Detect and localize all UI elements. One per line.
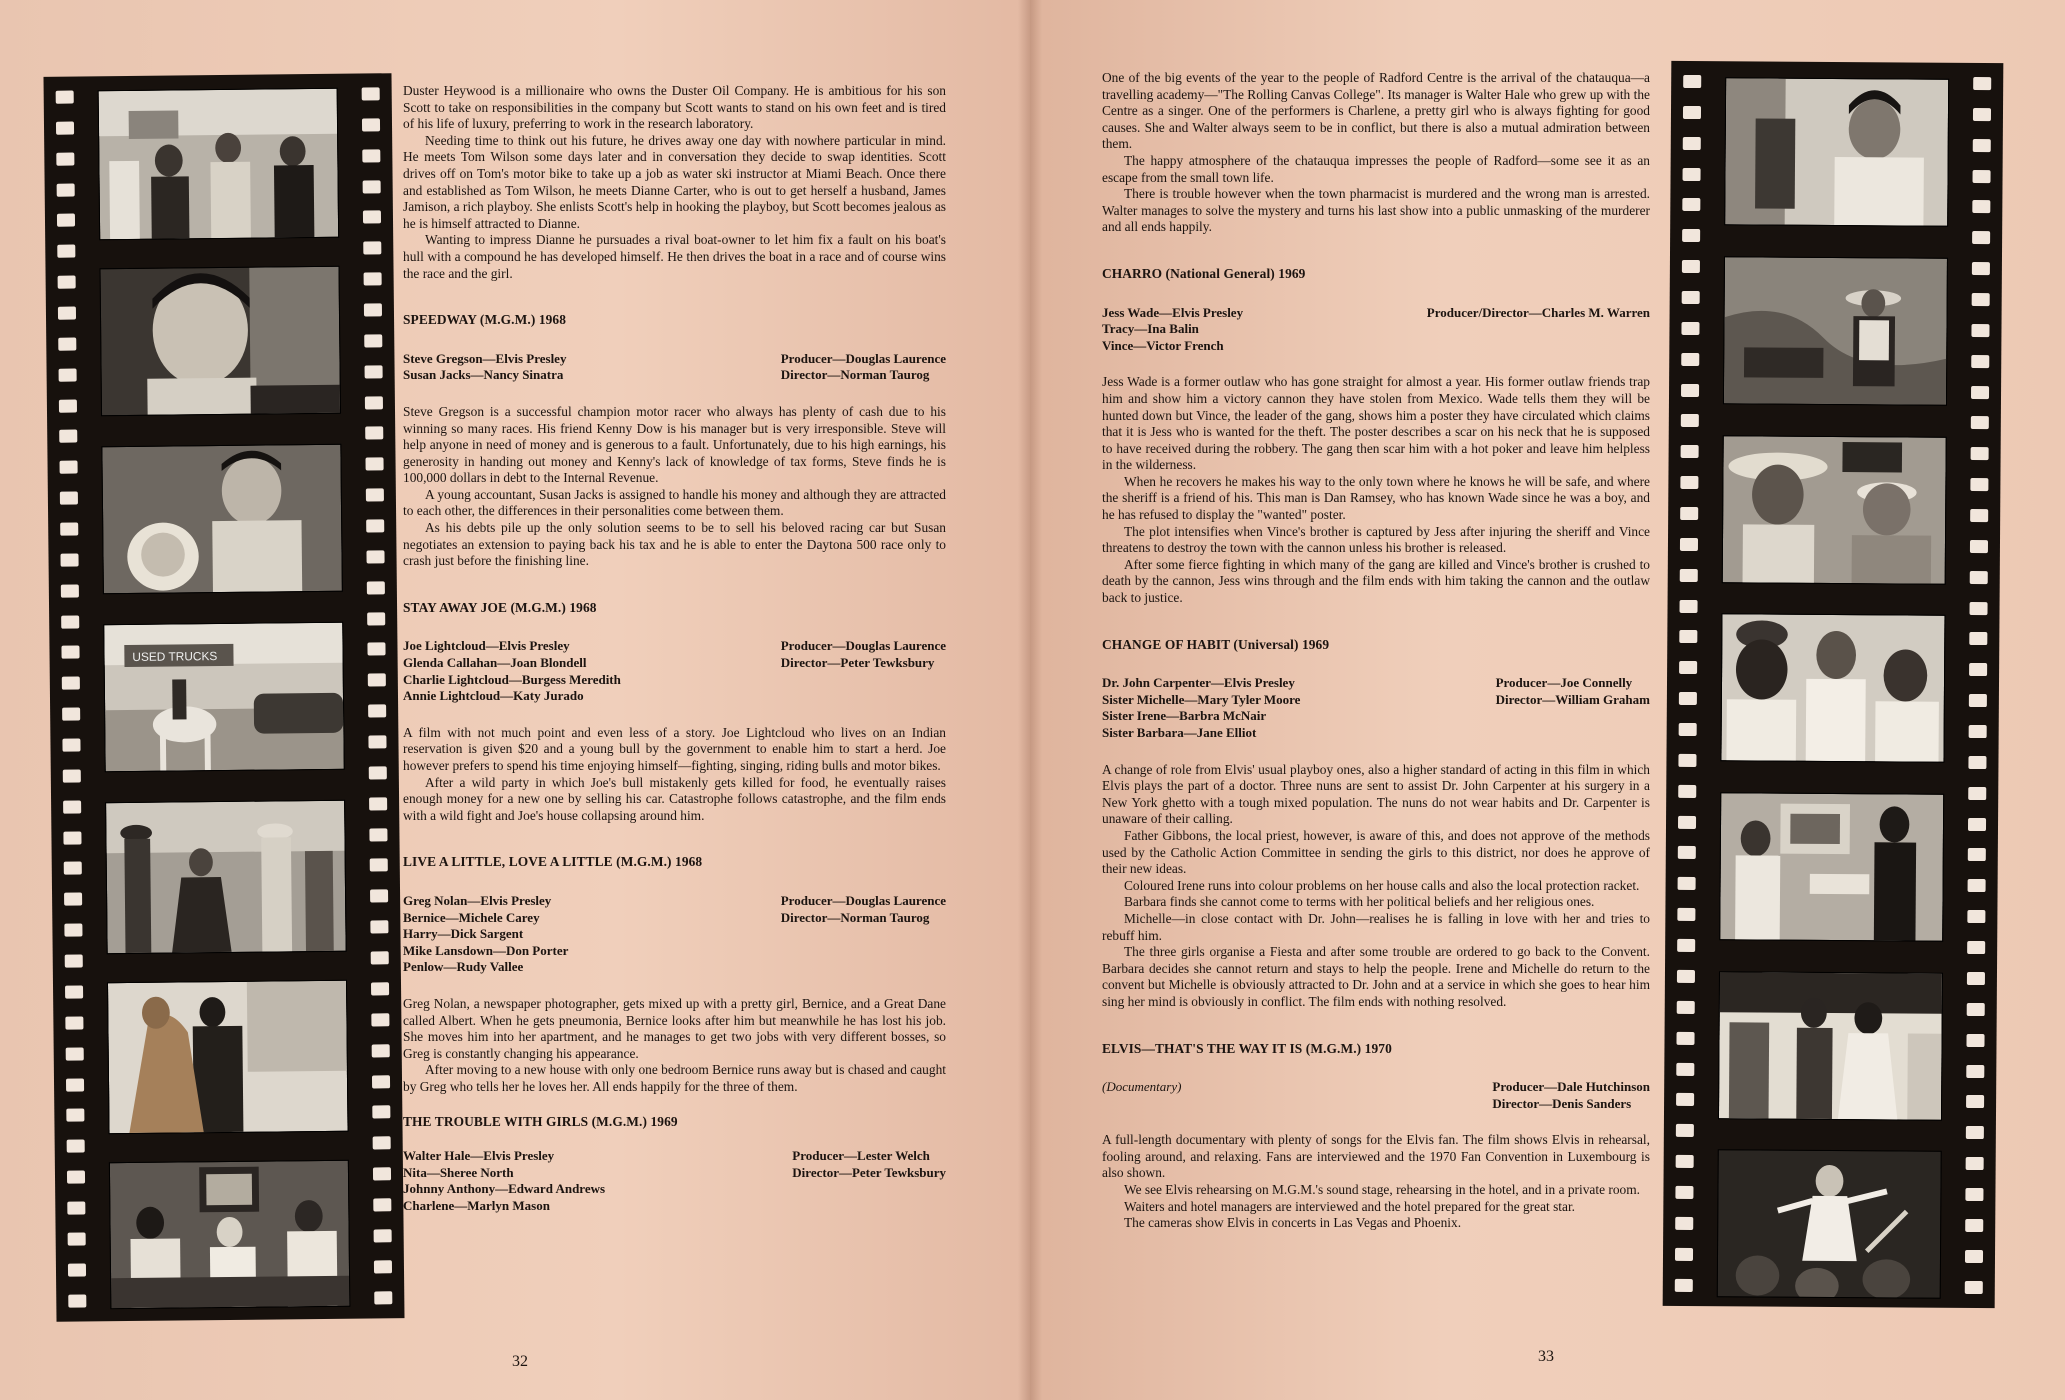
cast-list <box>1102 305 1243 355</box>
crew-entry: Producer/Director—Charles M. Warren <box>1426 304 1650 320</box>
cast-entry: Harry—Dick Sargent <box>403 926 524 942</box>
crew-entry: Director—Norman Taurog <box>780 367 930 383</box>
cast-entry: Jess Wade—Elvis Presley <box>1102 304 1244 320</box>
paragraph: The plot intensifies when Vince's brother is captured by Jess after injuring the sheriff and Vince threatens to destroy the town with the cannon unless his brother is released. <box>1102 523 1650 556</box>
film-title: CHARRO (National General) 1969 <box>1102 265 1306 281</box>
cast-entry: Walter Hale—Elvis Presley <box>403 1148 555 1164</box>
film-strip-left <box>43 73 404 1322</box>
film-still-photo <box>109 1160 351 1310</box>
paragraph: A young accountant, Susan Jacks is assigned to handle his money and although they are attracted to each other, the differences in their personalities come between them. <box>403 486 946 519</box>
paragraph: Coloured Irene runs into colour problems on her house calls and also the local protection racket. <box>1124 877 1640 893</box>
film-entry-live-a-little <box>403 854 946 1095</box>
crew-entry: Producer—Dale Hutchinson <box>1492 1079 1650 1095</box>
crew-entry: Producer—Douglas Laurence <box>780 638 946 654</box>
crew-list <box>781 351 946 384</box>
cast-list <box>403 1148 605 1214</box>
paragraph: Steve Gregson is a successful champion motor racer who always has plenty of cash due to his winning so many races. His friend Kenny Dow is his manager but is very irresponsible. Steve will help anyone in need of money and is generous to a fault. Unfortunately, due to his high earnings, his generosity in handing out money and Kenny's lack of knowledge of tax forms, Steve finds he is 100,000 dollars in debt to the Internal Revenue. <box>403 403 946 486</box>
page-number: 33 <box>1538 1348 1554 1365</box>
intro-text <box>1102 70 1650 236</box>
cast-list <box>403 893 568 976</box>
paragraph: The cameras show Elvis in concerts in Las Vegas and Phoenix. <box>1124 1215 1462 1231</box>
cast-list <box>1102 675 1300 741</box>
paragraph: A film with not much point and even less of a story. Joe Lightcloud who lives on an Indian reservation is given $20 and a young bull by the government to enable him to start a herd. Joe however prefers to spend his time enjoying himself—fighting, singing, riding bulls and motor bikes. <box>403 724 946 773</box>
paragraph: Michelle—in close contact with Dr. John—realises he is falling in love with her and tries to rebuff him. <box>1102 910 1650 943</box>
paragraph: As his debts pile up the only solution seems to be to sell his beloved racing car but Susan negotiates an extension to paying back his tax and he is able to enter the Daytona 500 race only to crash just before the finishing line. <box>403 520 946 569</box>
paragraph: Greg Nolan, a newspaper photographer, gets mixed up with a pretty girl, Bernice, and a Great Dane called Albert. When he gets pneumonia, Bernice looks after him but meanwhile he has lost his job. She moves him into her apartment, and he manages to get two jobs with very different bosses, so Greg is constantly changing his appearance. <box>403 995 946 1061</box>
paragraph: The three girls organise a Fiesta and after some trouble are ordered to go back to the Convent. Barbara decides she cannot return and stays to help the people. Irene and Michelle do return to the convent but Michelle is obviously attracted to Dr. John and at a service in which she goes to hear him sing her mind is obviously in conflict. The film ends with nothing resolved. <box>1102 944 1650 1009</box>
crew-entry: Producer—Joe Connelly <box>1495 675 1633 691</box>
cast-entry: Steve Gregson—Elvis Presley <box>403 350 567 366</box>
paragraph: When he recovers he makes his way to the only town where he knows he will be safe, and where the sheriff is a friend of his. This man is Dan Ramsey, who has known Wade since he was a boy, and he has refused to display the "wanted" poster. <box>1102 473 1650 523</box>
film-still-photo <box>1719 792 1944 942</box>
cast-entry: Annie Lightcloud—Katy Jurado <box>403 688 584 704</box>
film-entry-stay-away-joe <box>403 600 946 825</box>
cast-entry: Sister Michelle—Mary Tyler Moore <box>1102 691 1301 707</box>
page-number: 32 <box>512 1353 528 1370</box>
left-text-column <box>403 83 946 1234</box>
film-still-photo <box>1722 435 1947 585</box>
paragraph: A change of role from Elvis' usual playboy ones, also a higher standard of acting in this film in which Elvis plays the part of a doctor. Three nuns are sent to assist Dr. John Carpenter at his surgery in a New York ghetto with a tough mixed population. The nuns do not wear habits and Dr. Carpenter is unaware of their calling. <box>1102 761 1650 827</box>
cast-list <box>403 638 621 704</box>
right-text-column <box>1102 70 1650 1232</box>
crew-entry: Director—Norman Taurog <box>780 909 930 925</box>
cast-entry: Charlene—Marlyn Mason <box>403 1197 550 1213</box>
film-still-photo <box>103 622 345 773</box>
crew-entry: Director—Peter Tewksbury <box>792 1164 946 1180</box>
film-credits <box>1102 1079 1650 1112</box>
film-still-photo <box>1718 971 1943 1121</box>
film-entry-speedway <box>403 312 946 570</box>
film-credits <box>403 893 946 976</box>
film-credits <box>1102 305 1650 355</box>
cast-entry: Susan Jacks—Nancy Sinatra <box>403 367 564 383</box>
film-title: STAY AWAY JOE (M.G.M.) 1968 <box>403 599 597 615</box>
cast-entry: Sister Irene—Barbra McNair <box>1102 708 1267 724</box>
cast-entry: Glenda Callahan—Joan Blondell <box>403 655 587 671</box>
paragraph: We see Elvis rehearsing on M.G.M.'s sound stage, rehearsing in the hotel, and in a private room. <box>1124 1182 1641 1198</box>
paragraph: Jess Wade is a former outlaw who has gone straight for almost a year. His former outlaw friends trap him and show him a victory cannon they have stolen from Mexico. Wade tells them they will be hunted down but Vince, the leader of the gang, shows him a poster they have circulated which claims that it is Jess who is wanted for the theft. The poster describes a scar on his neck that he is supposed to have received during the robbery. The gang then scar him with a hot poker and leave him helpless in the wilderness. <box>1102 374 1650 473</box>
paragraph: Father Gibbons, the local priest, however, is aware of this, and does not approve of the methods used by the Catholic Action Committee in sending the girls to this district, nor does he approve of their new ideas. <box>1102 827 1650 877</box>
paragraph: After moving to a new house with only one bedroom Bernice runs away but is chased and caught by Greg who tells her he loves her. All ends happily for the three of them. <box>403 1062 946 1094</box>
film-title: THE TROUBLE WITH GIRLS (M.G.M.) 1969 <box>403 1113 678 1129</box>
cast-entry: Bernice—Michele Carey <box>403 909 540 925</box>
film-entry-trouble-with-girls <box>403 1114 946 1215</box>
film-credits <box>403 351 946 384</box>
crew-list <box>792 1148 946 1214</box>
crew-list <box>1427 305 1650 355</box>
film-still-photo <box>1720 613 1945 763</box>
cast-entry: Mike Lansdown—Don Porter <box>403 942 569 958</box>
crew-entry: Director—William Graham <box>1495 691 1650 707</box>
sprocket-holes <box>1965 77 1991 1294</box>
film-still-photo <box>99 266 341 417</box>
film-still-photo <box>105 800 347 955</box>
film-still-photo <box>1723 256 1948 406</box>
film-still-photo <box>98 88 340 241</box>
sprocket-holes <box>1675 75 1701 1292</box>
film-still-photo <box>1717 1149 1942 1299</box>
sprocket-holes <box>56 91 87 1308</box>
paragraph: One of the big events of the year to the people of Radford Centre is the arrival of the chatauqua—a travelling academy—"The Rolling Canvas College". Its manager is Walter Hale who grew up with the Centre as a singer. One of the performers is Charlene, a pretty girl who is always fighting for good causes. She and Walter always seem to be in conflict, but there is also a mutual admiration between them. <box>1102 70 1650 152</box>
cast-entry: Johnny Anthony—Edward Andrews <box>403 1181 606 1197</box>
crew-list <box>1492 1079 1650 1112</box>
crew-entry: Producer—Douglas Laurence <box>780 892 946 908</box>
paragraph: Wanting to impress Dianne he pursuades a rival boat-owner to let him fix a fault on his boat's hull with a compound he has developed himself. He then drives the boat in a race and of course wins the race and the girl. <box>403 232 946 281</box>
film-entry-charro <box>1102 266 1650 607</box>
film-credits <box>403 638 946 704</box>
crew-entry: Director—Denis Sanders <box>1492 1095 1632 1111</box>
film-title: SPEEDWAY (M.G.M.) 1968 <box>403 312 567 328</box>
cast-entry: Penlow—Rudy Vallee <box>403 959 524 975</box>
cast-entry: Joe Lightcloud—Elvis Presley <box>403 638 570 654</box>
crew-entry: Director—Peter Tewksbury <box>780 655 935 671</box>
cast-entry: Greg Nolan—Elvis Presley <box>403 892 552 908</box>
cast-entry: Tracy—Ina Balin <box>1102 321 1199 337</box>
film-title: LIVE A LITTLE, LOVE A LITTLE (M.G.M.) 1968 <box>403 854 703 870</box>
crew-entry: Producer—Douglas Laurence <box>780 350 946 366</box>
paragraph: The happy atmosphere of the chatauqua impresses the people of Radford—some see it as an escape from the small town life. <box>1102 152 1650 185</box>
paragraph: There is trouble however when the town pharmacist is murdered and the wrong man is arrested. Walter manages to solve the mystery and turns his last show into a public unmasking of the murderer and all ends happily. <box>1102 186 1650 235</box>
film-strip-right <box>1663 61 2004 1308</box>
cast-list <box>403 351 566 384</box>
film-still-photo <box>107 980 349 1135</box>
crew-list <box>781 893 946 976</box>
paragraph: A full-length documentary with plenty of songs for the Elvis fan. The film shows Elvis in rehearsal, fooling around, and relaxing. Fans are interviewed and the 1970 Fan Convention in Luxembourg is also shown. <box>1102 1132 1650 1181</box>
cast-entry: Charlie Lightcloud—Burgess Meredith <box>403 671 621 687</box>
cast-entry: Dr. John Carpenter—Elvis Presley <box>1102 675 1295 691</box>
film-credits <box>403 1148 946 1214</box>
crew-list <box>781 638 946 704</box>
paragraph: Waiters and hotel managers are interviewed and the hotel prepared for the great star. <box>1124 1198 1576 1214</box>
paragraph: Barbara finds she cannot come to terms with her political beliefs and her religious ones. <box>1124 894 1595 910</box>
film-still-photo <box>101 444 343 595</box>
paragraph: After some fierce fighting in which many of the gang are killed and Vince's brother is crushed to death by the cannon, Jess wins through and the film ends with him taking the cannon and the outlaw back to justice. <box>1102 556 1650 606</box>
film-entry-change-of-habit <box>1102 637 1650 1011</box>
film-title: CHANGE OF HABIT (Universal) 1969 <box>1102 636 1330 652</box>
svg-text:USED TRUCKS: USED TRUCKS <box>132 649 218 664</box>
paragraph: Duster Heywood is a millionaire who owns the Duster Oil Company. He is ambitious for his son Scott to take on responsibilities in the company but Scott wants to stand on his own feet and is tired of his life of luxury, preferring to work in the research laboratory. <box>403 83 946 132</box>
film-subtitle: (Documentary) <box>1102 1079 1182 1095</box>
film-entry-thats-the-way-it-is <box>1102 1041 1650 1232</box>
cast-entry: Vince—Victor French <box>1102 337 1224 353</box>
page-gutter <box>1018 0 1042 1400</box>
crew-list <box>1496 675 1650 741</box>
film-title: ELVIS—THAT'S THE WAY IT IS (M.G.M.) 1970 <box>1102 1040 1392 1056</box>
cast-entry: Sister Barbara—Jane Elliot <box>1102 725 1257 740</box>
paragraph: After a wild party in which Joe's bull mistakenly gets killed for food, he eventually raises enough money for a new one by selling his car. Catastrophe follows catastrophe, and the film ends with a wild fight and Joe's house collapsing around him. <box>403 774 946 823</box>
crew-entry: Producer—Lester Welch <box>792 1148 930 1164</box>
paragraph: Needing time to think out his future, he drives away one day with nowhere particular in mind. He meets Tom Wilson some days later and in conversation they decide to swap identities. Scott drives off on Tom's motor bike to take up a job as water ski instructor at Miami Beach. Once there and established as Tom Wilson, he meets Dianne Carter, who is out to get herself a husband, James Jamison, a rich playboy. She enlists Scott's help in hooking the playboy, but Scott becomes jealous as he is himself attracted to Dianne. <box>403 132 946 231</box>
film-still-photo <box>1724 77 1949 227</box>
sprocket-holes <box>362 87 393 1304</box>
cast-entry: Nita—Sheree North <box>403 1164 514 1180</box>
intro-text <box>403 83 946 282</box>
film-credits <box>1102 675 1650 741</box>
